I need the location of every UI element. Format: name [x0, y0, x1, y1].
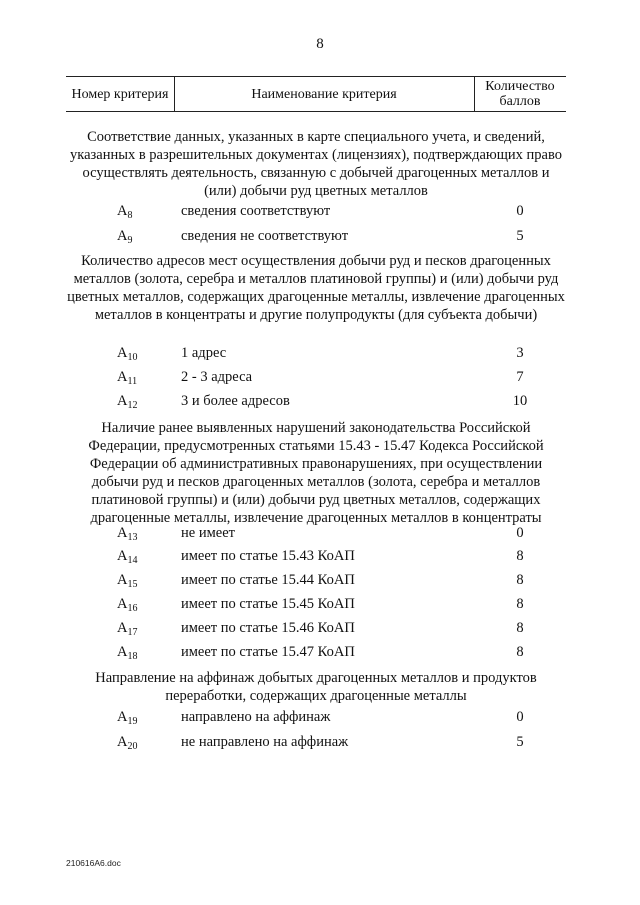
criterion-label: не имеет	[181, 525, 235, 541]
criterion-label: не направлено на аффинаж	[181, 734, 349, 750]
criterion-code: $А_{15}$	[117, 572, 138, 590]
criterion-row	[0, 203, 640, 225]
criterion-score: 3	[516, 345, 524, 361]
criterion-label: сведения соответствуют	[181, 203, 331, 219]
section-heading: Количество адресов мест осуществления добычи руд и песков драгоценных металлов (золота, серебра и металлов платиновой группы) и (или) добычи руд цветных металлов, содержащих драгоценные металлы, извлечение драгоценных металлов в концентраты и другие полупродукты (для субъекта добычи)	[67, 253, 565, 323]
criterion-code: $А_{13}$	[117, 525, 138, 543]
criterion-label: имеет по статье 15.47 КоАП	[181, 644, 355, 660]
criterion-code: $А_{12}$	[117, 393, 138, 411]
criterion-row	[0, 393, 640, 415]
criterion-code: $А_{17}$	[117, 620, 138, 638]
criterion-row	[0, 572, 640, 594]
criterion-label: имеет по статье 15.45 КоАП	[181, 596, 355, 612]
header-criterion-name: Наименование критерия	[174, 77, 475, 111]
criterion-score: 0	[516, 709, 524, 725]
section-heading: Наличие ранее выявленных нарушений законодательства Российской Федерации, предусмотренных статьями 15.43 - 15.47 Кодекса Российской Федерации об административных правонарушениях, при осуществлении добычи руд и песков драгоценных металлов (золота, серебра и металлов платиновой группы) и (или) добычи руд цветных металлов, содержащих драгоценные металлы, извлечение драгоценных металлов в концентраты	[88, 420, 544, 526]
criterion-label: имеет по статье 15.43 КоАП	[181, 548, 355, 564]
criterion-row	[0, 548, 640, 570]
criterion-label: сведения не соответствуют	[181, 228, 349, 244]
criteria-table-header	[66, 76, 566, 112]
page-number: 8	[316, 36, 324, 52]
section-heading: Направление на аффинаж добытых драгоценных металлов и продуктов переработки, содержащих драгоценные металлы	[95, 670, 537, 704]
criterion-score: 0	[516, 203, 524, 219]
document-file-code: 210616А6.doc	[66, 858, 121, 868]
criterion-row	[0, 228, 640, 250]
criterion-score: 0	[516, 525, 524, 541]
criterion-score: 10	[512, 393, 528, 409]
criterion-code: $А_{19}$	[117, 709, 138, 727]
criterion-score: 8	[516, 644, 524, 660]
criterion-score: 8	[516, 596, 524, 612]
criterion-row	[0, 596, 640, 618]
criterion-row	[0, 525, 640, 547]
criterion-label: имеет по статье 15.44 КоАП	[181, 572, 355, 588]
header-criterion-number: Номер критерия	[66, 77, 175, 111]
criterion-score: 7	[516, 369, 524, 385]
criterion-score: 8	[516, 572, 524, 588]
criterion-code: $А_{14}$	[117, 548, 138, 566]
criterion-code: $А_{11}$	[117, 369, 138, 387]
criterion-code: $А_{16}$	[117, 596, 138, 614]
criterion-row	[0, 734, 640, 756]
criterion-score: 5	[516, 734, 524, 750]
criterion-code: $А_8$	[117, 203, 133, 221]
criterion-row	[0, 369, 640, 391]
section-heading: Соответствие данных, указанных в карте специального учета, и сведений, указанных в разрешительных документах (лицензиях), подтверждающих право осуществлять деятельность, связанную с добычей драгоценных металлов и (или) добычи руд цветных металлов	[70, 129, 562, 199]
criterion-score: 8	[516, 548, 524, 564]
criterion-code: $А_9$	[117, 228, 133, 246]
criterion-label: 3 и более адресов	[181, 393, 290, 409]
criterion-code: $А_{18}$	[117, 644, 138, 662]
criterion-row	[0, 709, 640, 731]
criterion-code: $А_{20}$	[117, 734, 138, 752]
criterion-row	[0, 620, 640, 642]
criterion-code: $А_{10}$	[117, 345, 138, 363]
criterion-label: 1 адрес	[181, 345, 227, 361]
criterion-label: направлено на аффинаж	[181, 709, 331, 725]
criterion-score: 5	[516, 228, 524, 244]
criterion-score: 8	[516, 620, 524, 636]
criterion-row	[0, 345, 640, 367]
criterion-label: 2 - 3 адреса	[181, 369, 253, 385]
header-points: Количество баллов	[485, 79, 555, 109]
criterion-label: имеет по статье 15.46 КоАП	[181, 620, 355, 636]
criterion-row	[0, 644, 640, 666]
